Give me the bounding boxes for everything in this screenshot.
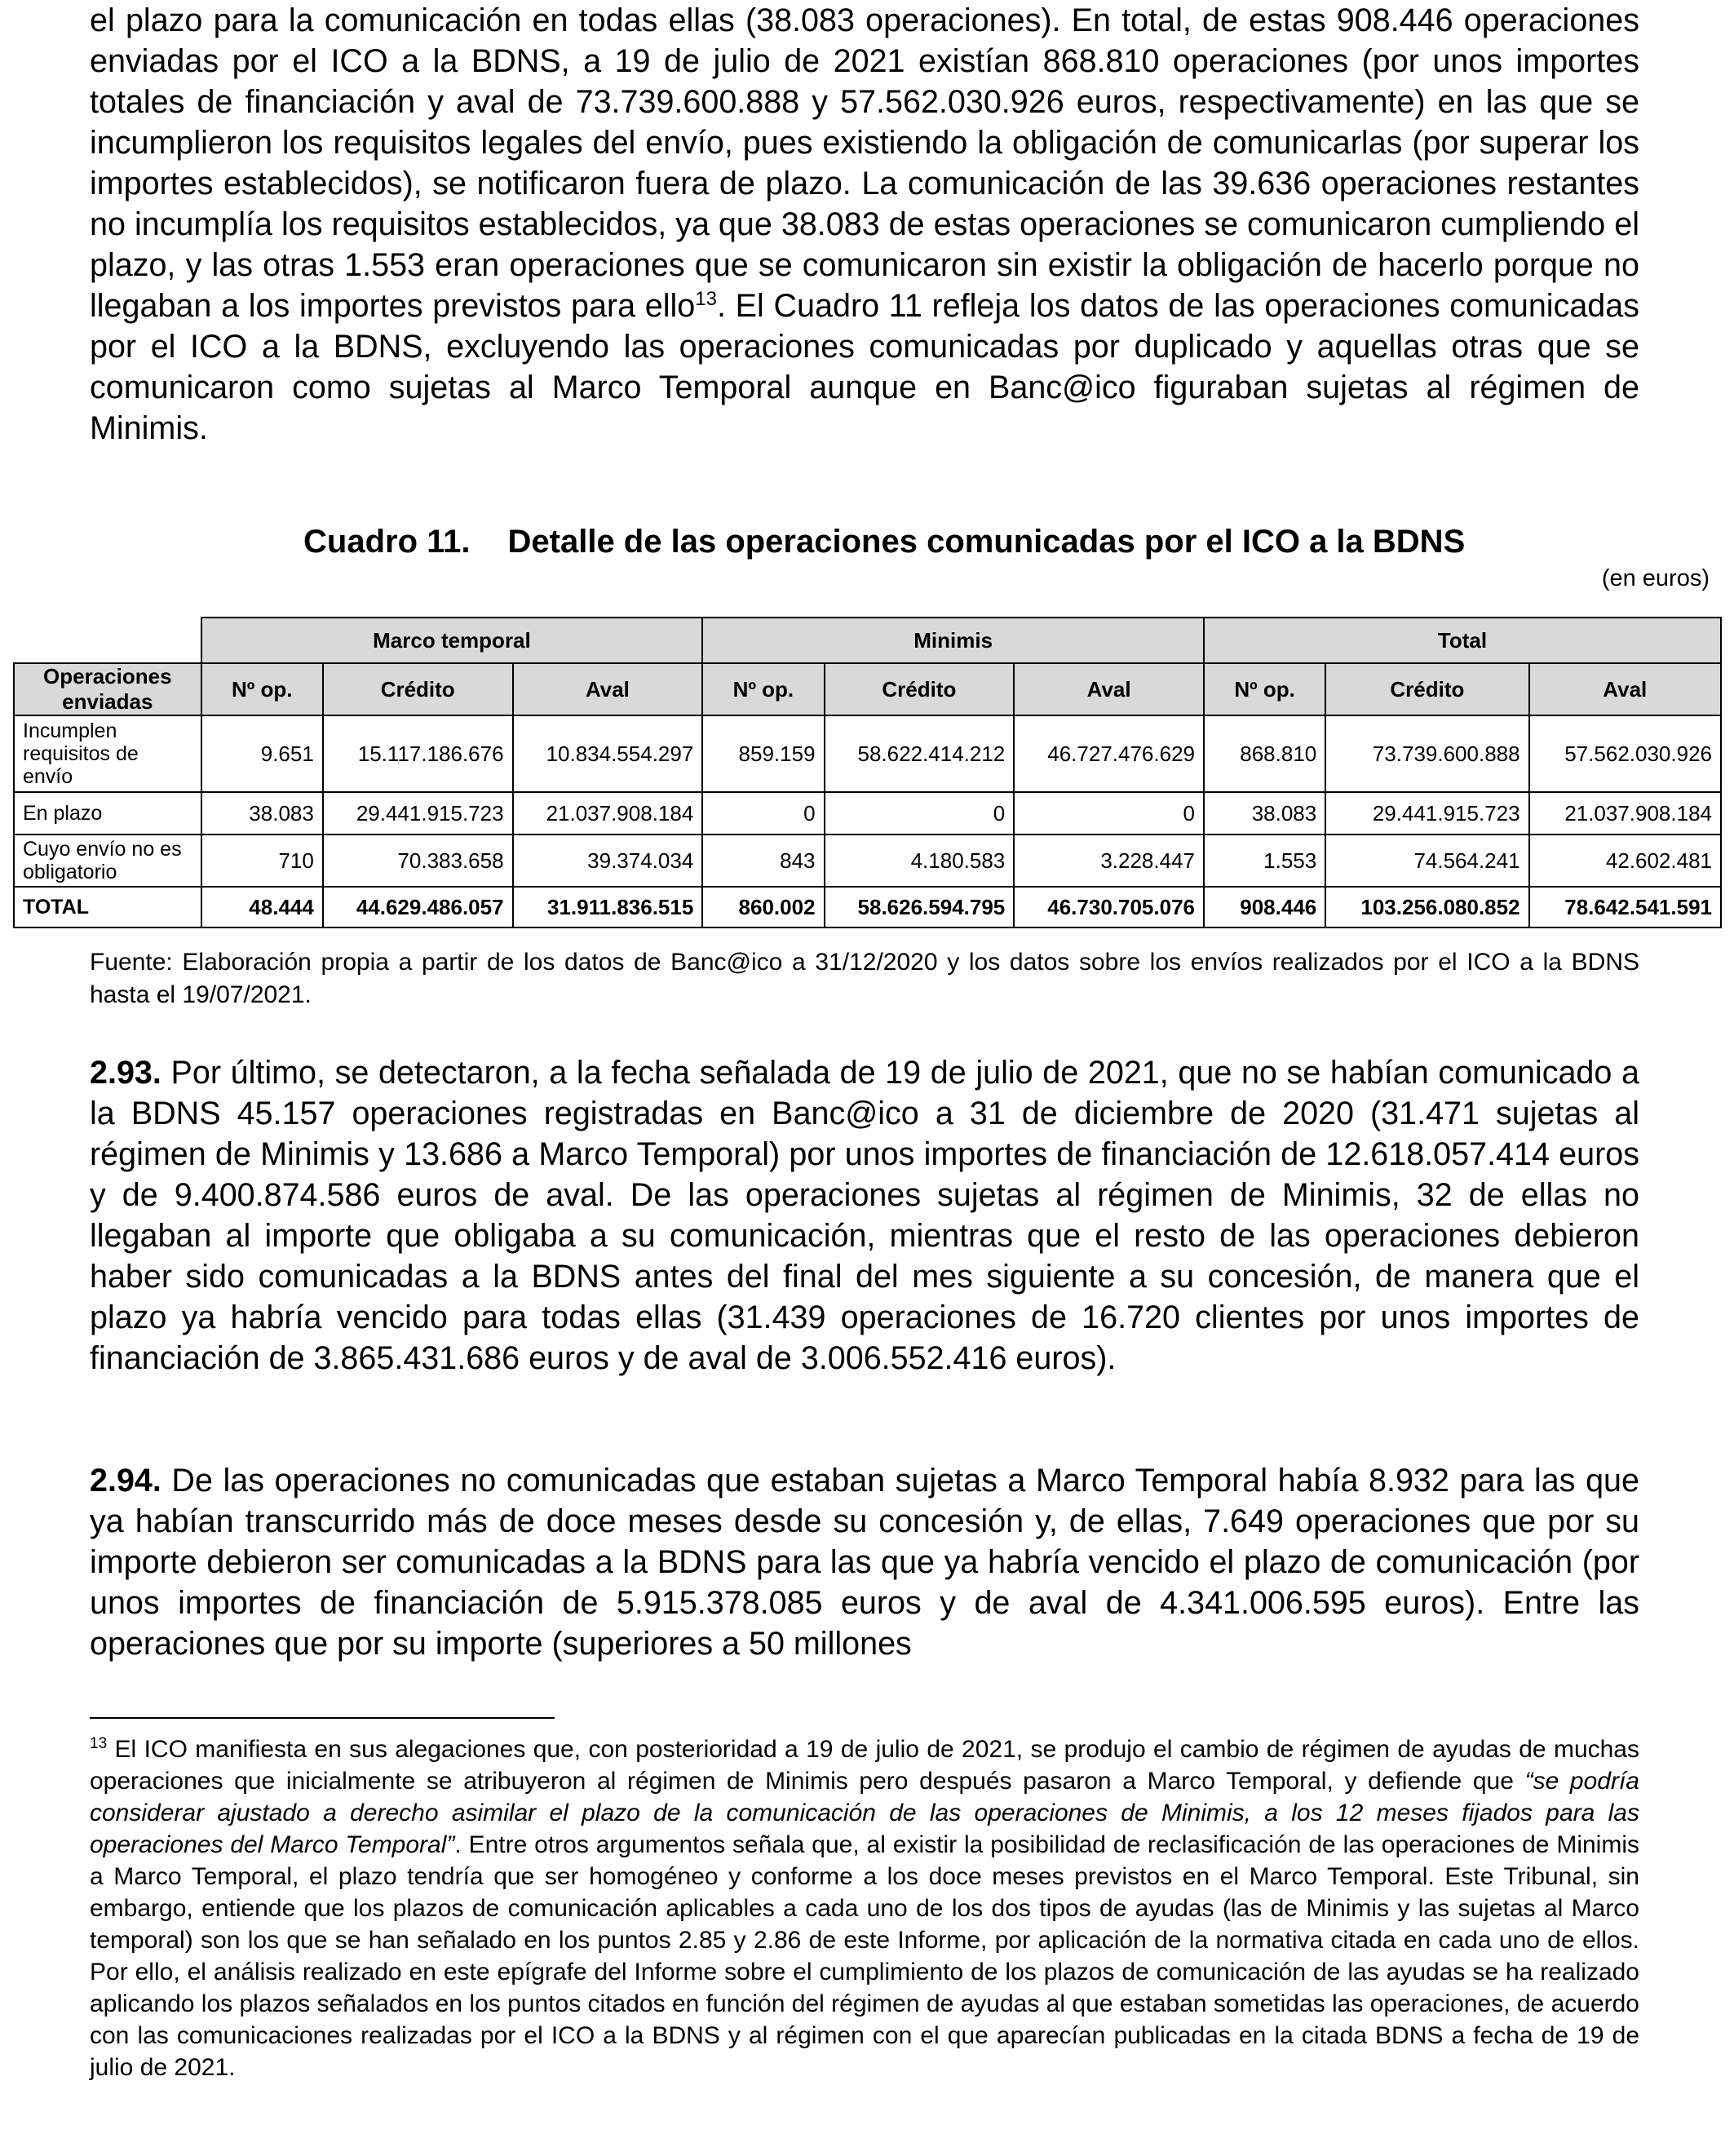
table-cell: 38.083 (1204, 792, 1325, 835)
footnote-number: 13 (90, 1735, 108, 1752)
table-cell: 868.810 (1204, 715, 1325, 792)
paragraph-number: 2.93. (90, 1055, 161, 1091)
table-label: Cuadro 11. (303, 524, 471, 560)
table-cell: 57.562.030.926 (1529, 715, 1721, 792)
table-cell: 31.911.836.515 (513, 887, 703, 927)
table-cell: 0 (1014, 792, 1204, 835)
table-cell: 0 (825, 792, 1015, 835)
table-cell: 70.383.658 (323, 835, 513, 887)
table-cell: 843 (702, 835, 824, 887)
col-header: Crédito (323, 663, 513, 715)
table-cell: 46.727.476.629 (1014, 715, 1204, 792)
table-cell: 0 (702, 792, 824, 835)
footnote (90, 1733, 1639, 2083)
table-title-text: Detalle de las operaciones comunicadas por el ICO a la BDNS (507, 524, 1466, 560)
table-cell: 74.564.241 (1325, 835, 1528, 887)
group-header-marco-temporal: Marco temporal (201, 618, 703, 663)
paragraph-2-94 (90, 1460, 1639, 1664)
table-cell: 39.374.034 (513, 835, 703, 887)
table-row (14, 792, 1721, 835)
table-group-header-row (14, 618, 1721, 663)
row-label: En plazo (14, 792, 201, 835)
table-subheader-row (14, 663, 1721, 715)
intro-text-cont: . El Cuadro 11 refleja los datos de las operaciones comunicadas por el ICO a la BDNS, excluyendo las operaciones comunicadas por duplicado y aquellas otras que se comunicaron como sujetas al Marco Temporal aunque en Banc@ico figuraban sujetas al régimen de Minimis. (90, 288, 1639, 446)
intro-paragraph (90, 0, 1639, 449)
table-cell: 78.642.541.591 (1529, 887, 1721, 927)
table-cell: 29.441.915.723 (323, 792, 513, 835)
col-header: Crédito (1325, 663, 1528, 715)
paragraph-text: Por último, se detectaron, a la fecha señalada de 19 de julio de 2021, que no se habían comunicado a la BDNS 45.157 operaciones registradas en Banc@ico a 31 de diciembre de 2020 (31.471 sujetas al régimen de Minimis y 13.686 a Marco Temporal) por unos importes de financiación de 12.618.057.414 euros y de 9.400.874.586 euros de aval. De las operaciones sujetas al régimen de Minimis, 32 de ellas no llegaban al importe que obligaba a su comunicación, mientras que el resto de las operaciones debieron haber sido comunicadas a la BDNS antes del final del mes siguiente a su concesión, de manera que el plazo ya habría vencido para todas ellas (31.439 operaciones de 16.720 clientes por unos importes de financiación de 3.865.431.686 euros y de aval de 3.006.552.416 euros). (90, 1055, 1639, 1376)
paragraph-text: De las operaciones no comunicadas que estaban sujetas a Marco Temporal había 8.932 para las que ya habían transcurrido más de doce meses desde su concesión y, de ellas, 7.649 operaciones que por su importe debieron ser comunicadas a la BDNS para las que ya habría vencido el plazo de comunicación (por unos importes de financiación de 5.915.378.085 euros y de aval de 4.341.006.595 euros). Entre las operaciones que por su importe (superiores a 50 millones (90, 1463, 1639, 1662)
col-header: Nº op. (1204, 663, 1325, 715)
table-cell: 4.180.583 (825, 835, 1015, 887)
col-header: Crédito (825, 663, 1015, 715)
table-row (14, 835, 1721, 887)
table-total-row (14, 887, 1721, 927)
table-cell: 3.228.447 (1014, 835, 1204, 887)
paragraph-2-93 (90, 1052, 1639, 1379)
table-cell: 48.444 (201, 887, 323, 927)
table-cell: 58.622.414.212 (825, 715, 1015, 792)
col-header: Nº op. (702, 663, 824, 715)
table-cell: 908.446 (1204, 887, 1325, 927)
table-row (14, 715, 1721, 792)
row-label-total: TOTAL (14, 887, 201, 927)
table-cell: 15.117.186.676 (323, 715, 513, 792)
group-header-minimis: Minimis (702, 618, 1204, 663)
table-cell: 1.553 (1204, 835, 1325, 887)
footnote-quote: “se podría considerar ajustado a derecho asimilar el plazo de la comunicación de las operaciones de Minimis, a los 12 meses fijados para las operaciones del Marco Temporal” (90, 1768, 1639, 1858)
col-header: Aval (1529, 663, 1721, 715)
table-source: Fuente: Elaboración propia a partir de los datos de Banc@ico a 31/12/2020 y los datos sobre los envíos realizados por el ICO a la BDNS hasta el 19/07/2021. (90, 949, 1639, 1008)
table-cell: 9.651 (201, 715, 323, 792)
col-header: Aval (1014, 663, 1204, 715)
table-units: (en euros) (1601, 565, 1710, 591)
col-header: Nº op. (201, 663, 323, 715)
table-cell: 58.626.594.795 (825, 887, 1015, 927)
table-cell: 46.730.705.076 (1014, 887, 1204, 927)
row-label: Cuyo envío no es obligatorio (14, 835, 201, 887)
table-cell: 10.834.554.297 (513, 715, 703, 792)
table-title (303, 524, 1465, 560)
table-cell: 73.739.600.888 (1325, 715, 1528, 792)
table-cell: 21.037.908.184 (513, 792, 703, 835)
row-label: Incumplen requisitos de envío (14, 715, 201, 792)
table-cell: 860.002 (702, 887, 824, 927)
table-cell: 103.256.080.852 (1325, 887, 1528, 927)
footnote-ref[interactable]: 13 (695, 287, 717, 310)
table-corner (14, 618, 201, 663)
table-cell: 42.602.481 (1529, 835, 1721, 887)
footnote-text-cont: . Entre otros argumentos señala que, al existir la posibilidad de reclasificación de las operaciones de Minimis a Marco Temporal, el plazo tendría que ser homogéneo y conforme a los doce meses previstos en el Marco Temporal. Este Tribunal, sin embargo, entiende que los plazos de comunicación aplicables a cada uno de los dos tipos de ayudas (las de Minimis y las sujetas al Marco temporal) son los que se han señalado en los puntos 2.85 y 2.86 de este Informe, por aplicación de la normativa citada en cada uno de ellos. Por ello, el análisis realizado en este epígrafe del Informe sobre el cumplimiento de los plazos de comunicación de las ayudas se ha realizado aplicando los plazos señalados en los puntos citados en función del régimen de ayudas al que estaban sometidas las operaciones, de acuerdo con las comunicaciones realizadas por el ICO a la BDNS y al régimen con el que aparecían publicadas en la citada BDNS a fecha de 19 de julio de 2021. (90, 1831, 1640, 2081)
row-header-label: Operaciones enviadas (14, 663, 201, 715)
paragraph-number: 2.94. (90, 1463, 161, 1499)
table-cell: 44.629.486.057 (323, 887, 513, 927)
table-cell: 29.441.915.723 (1325, 792, 1528, 835)
table-cell: 38.083 (201, 792, 323, 835)
footnote-text: El ICO manifiesta en sus alegaciones que, con posterioridad a 19 de julio de 2021, se produjo el cambio de régimen de ayudas de muchas operaciones que inicialmente se atribuyeron al régimen de Minimis pero después pasaron a Marco Temporal, y defiende que (90, 1736, 1639, 1795)
group-header-total: Total (1204, 618, 1721, 663)
table-cell: 710 (201, 835, 323, 887)
footnote-separator (90, 1717, 555, 1719)
col-header: Aval (513, 663, 703, 715)
table-cell: 21.037.908.184 (1529, 792, 1721, 835)
operations-table (13, 617, 1722, 928)
intro-text: el plazo para la comunicación en todas ellas (38.083 operaciones). En total, de estas 908.446 operaciones enviadas por el ICO a la BDNS, a 19 de julio de 2021 existían 868.810 operaciones (por unos importes totales de financiación y aval de 73.739.600.888 y 57.562.030.926 euros, respectivamente) en las que se incumplieron los requisitos legales del envío, pues existiendo la obligación de comunicarlas (por superar los importes establecidos), se notificaron fuera de plazo. La comunicación de las 39.636 operaciones restantes no incumplía los requisitos establecidos, ya que 38.083 de estas operaciones se comunicaron cumpliendo el plazo, y las otras 1.553 eran operaciones que se comunicaron sin existir la obligación de hacerlo porque no llegaban a los importes previstos para ello (90, 2, 1639, 324)
table-cell: 859.159 (702, 715, 824, 792)
